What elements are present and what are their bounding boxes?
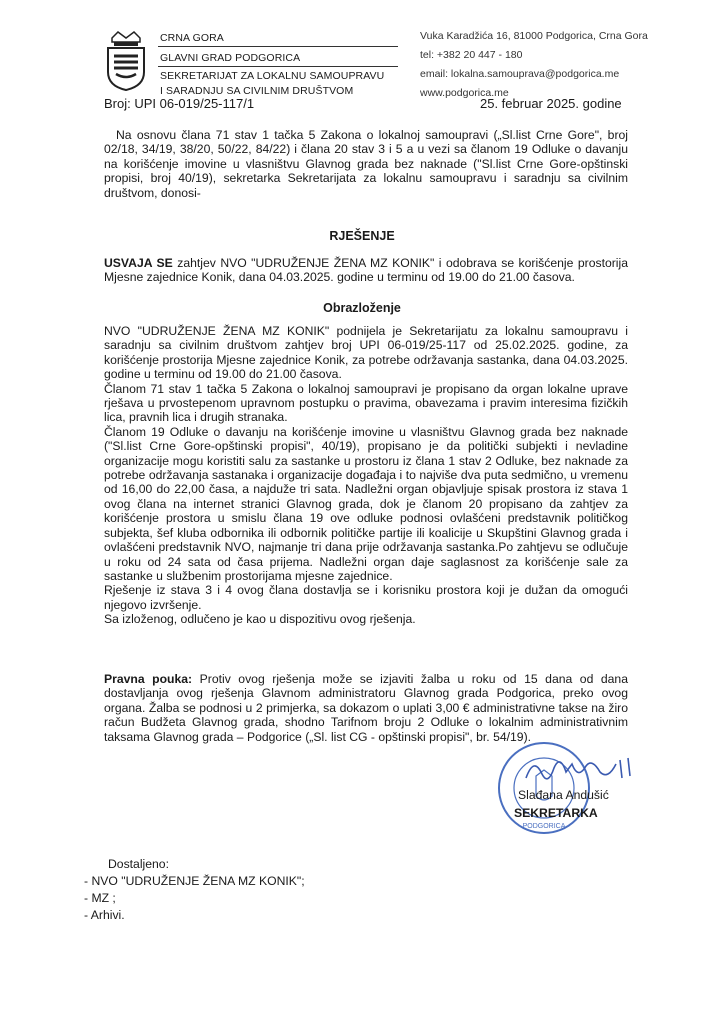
- contact-website: www.podgorica.me: [420, 87, 509, 99]
- reasoning-paragraph-3: Članom 19 Odluke o davanju na korišćenje imovine u vlasništvu Glavnog grada bez naknade ("Sl.list Crne Gore-opštinski propisi", 40/19), propisano je da politički subjekti i nevladine organizacije mogu koristiti salu za sastanke u prostoru iz člana 1 stav 2 Odluke, bez naknade za potrebe održavanja sastanaka i organizacije događaja i to najviše dva puta sedmično, u vremenu od 16,00 do 22,00 časa, a najduže tri sata. Nadležni organ objavljuje spisak prostora iz stava 1 ovog člana na internet stranici Glavnog grada, dok je članom 20 propisano da zahtjev za korišćenje prostora u smislu člana 19 ove odluke podnosi ovlašćeni predstavnik političkog subjekta, šef kluba odbornika ili odbornik političke partije ili koalicije u Skupštini Glavnog grada i ovlašćeni predstavnik NVO, najmanje tri dana prije održavanja sastanka.Po zahtjevu se odlučuje u roku od 24 sata od časa prijema. Nadležni organ daje saglasnost za korišćenje sale za sastanke u službenim prostorijama mjesne zajednice.: [104, 424, 628, 583]
- intro-text: Na osnovu člana 71 stav 1 tačka 5 Zakona o lokalnoj samoupravi („Sl.list Crne Gore", broj 02/18, 34/19, 38/20, 50/22, 84/22) i člana 20 stav 3 i 5 a u vezi sa članom 19 Odluke o davanju na korišćenje imovine u vlasništvu Glavnog grada bez naknade ("Sl.list Crne Gore-opštinski propisi, broj 40/19), sekretarka Sekretarijata za lokalnu samoupravu i saradnju sa civilnim društvom, donosi-: [104, 128, 628, 200]
- org-line-civil: I SARADNJU SA CIVILNIM DRUŠTVOM: [160, 85, 354, 97]
- reasoning-title: Obrazloženje: [323, 301, 401, 315]
- org-line-secretariat: SEKRETARIJAT ZA LOKALNU SAMOUPRAVU: [160, 70, 385, 82]
- distribution-title: Dostaljeno:: [108, 857, 169, 871]
- reasoning-paragraph-4: Rješenje iz stava 3 i 4 ovog člana dostavlja se i korisniku prostora koji je dužan da omogući njegovo izvršenje.: [104, 583, 628, 612]
- decision-lead: USVAJA SE: [104, 256, 173, 270]
- header-divider-2: [158, 66, 398, 67]
- decision-title: RJEŠENJE: [329, 229, 395, 243]
- org-line-country: CRNA GORA: [160, 32, 224, 44]
- handwritten-signature: [520, 750, 640, 790]
- reasoning-paragraph-1: NVO "UDRUŽENJE ŽENA MZ KONIK" podnijela je Sekretarijatu za lokalnu samoupravu i saradnju sa civilnim društvom zahtjev broj UPI 06-019/25-117 od 25.02.2025. godine, za korišćenje prostorija Mjesne zajednice Konik, za potrebe održavanja sastanka, dana 04.03.2025. godine u terminu od 19.00 do 21.00 časova.: [104, 324, 628, 382]
- contact-phone: tel: +382 20 447 - 180: [420, 49, 523, 61]
- org-name-block: [160, 28, 400, 98]
- signatory-title: SEKRETARKA: [514, 806, 598, 820]
- stamp-text: PODGORICA: [522, 823, 566, 830]
- contact-address: Vuka Karadžića 16, 81000 Podgorica, Crna Gora: [420, 30, 648, 42]
- signatory-name: Slađana Andušić: [518, 788, 609, 802]
- contact-email: email: lokalna.samouprava@podgorica.me: [420, 68, 620, 80]
- header-divider-1: [158, 46, 398, 47]
- distribution-item-archive: - Arhivi.: [84, 908, 125, 922]
- document-date: 25. februar 2025. godine: [480, 96, 622, 111]
- decision-paragraph: [104, 256, 628, 285]
- intro-paragraph: [104, 128, 628, 200]
- decision-text: zahtjev NVO "UDRUŽENJE ŽENA MZ KONIK" i odobrava se korišćenje prostorija Mjesne zajednice Konik, dana 04.03.2025. godine u terminu od 19.00 do 21.00 časova.: [104, 256, 628, 285]
- reasoning-paragraph-2: Članom 71 stav 1 tačka 5 Zakona o lokalnoj samoupravi je propisano da organ lokalne uprave rješava u prvostepenom upravnom postupku o pravima, obavezama i pravim interesima fizičkih lica, pravnih lica i drugih stranaka.: [104, 381, 628, 425]
- distribution-block: [84, 856, 490, 924]
- legal-notice-text: Protiv ovog rješenja može se izjaviti žalba u roku od 15 dana od dana dostavljanja ovog rješenja Glavnom administratoru Glavnog grada Podgorica, preko ovog organa. Žalba se podnosi u 2 primjerka, sa dokazom o uplati 3,00 € administrativne takse na žiro račun Budžeta Glavnog grada, shodno Tarifnom broju 2 Odluke o lokalnim administrativnim taksama Glavnog grada – Podgorice („Sl. list CG - opštinski propisi", br. 54/19).: [104, 672, 628, 744]
- reasoning-paragraph-5: Sa izloženog, odlučeno je kao u dispozitivu ovog rješenja.: [104, 612, 416, 627]
- distribution-item-mz: - MZ ;: [84, 891, 116, 905]
- contact-block: [420, 30, 710, 106]
- distribution-item-ngo: - NVO "UDRUŽENJE ŽENA MZ KONIK";: [84, 874, 305, 888]
- org-line-city: GLAVNI GRAD PODGORICA: [160, 52, 301, 64]
- legal-notice: [104, 672, 628, 744]
- document-number: Broj: UPI 06-019/25-117/1: [104, 96, 255, 111]
- legal-notice-lead: Pravna pouka:: [104, 672, 193, 686]
- coat-of-arms-icon: [104, 28, 148, 92]
- reasoning-block: [104, 324, 628, 627]
